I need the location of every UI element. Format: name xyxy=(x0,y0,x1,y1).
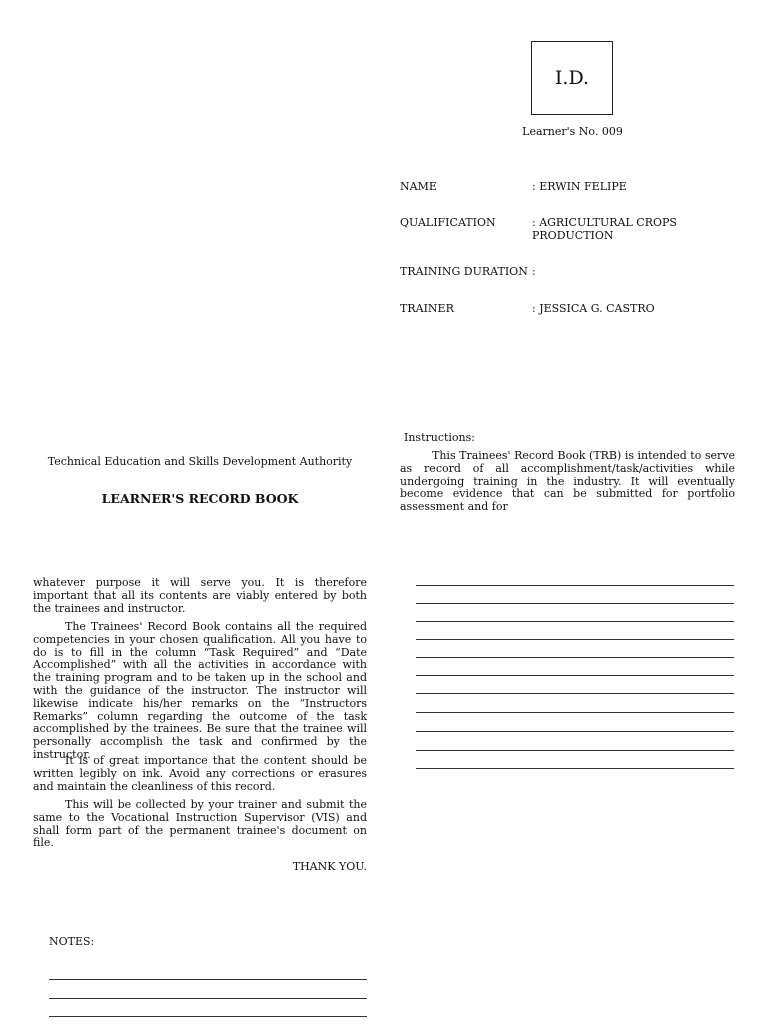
trainer-value: : JESSICA G. CASTRO xyxy=(532,302,655,315)
writing-line xyxy=(416,768,734,769)
instructions-intro: This Trainees' Record Book (TRB) is intended to serve as record of all accomplishment/task/activities while undergoing training in the industry. It will eventually become evidence that can be submitted for portfolio assessment and for xyxy=(400,449,735,514)
writing-line xyxy=(416,712,734,713)
training-duration-label: TRAINING DURATION xyxy=(400,265,528,278)
instructions-heading: Instructions: xyxy=(404,431,475,444)
notes-line xyxy=(49,979,367,980)
paragraph-2: The Trainees' Record Book contains all the required competencies in your chosen qualification. All you have to do is to fill in the column “Task Required” and “Date Accomplished” with all the activities in accordance with the training program and to be taken up in the school and with the guidance of the instructor. The instructor will likewise indicate his/her remarks on the “Instructors Remarks” column regarding the outcome of the task accomplished by the trainees. Be sure that the trainee will personally accomplish the task and confirmed by the instructor. xyxy=(33,620,367,761)
thank-you: THANK YOU. xyxy=(292,860,367,873)
paragraph-3: It is of great importance that the content should be written legibly on ink. Avoid any corrections or erasures and maintain the cleanliness of this record. xyxy=(33,754,367,793)
writing-line xyxy=(416,675,734,676)
qualification-value: : AGRICULTURAL CROPS PRODUCTION xyxy=(532,216,677,242)
name-value: : ERWIN FELIPE xyxy=(532,180,627,193)
paragraph-1: whatever purpose it will serve you. It is therefore important that all its contents are viably entered by both the trainees and instructor. xyxy=(33,576,367,615)
writing-line xyxy=(416,603,734,604)
writing-line xyxy=(416,621,734,622)
writing-line xyxy=(416,693,734,694)
notes-line xyxy=(49,998,367,999)
writing-line xyxy=(416,585,734,586)
trainer-label: TRAINER xyxy=(400,302,454,315)
id-photo-box xyxy=(531,41,613,115)
writing-line xyxy=(416,750,734,751)
id-box-label: I.D. xyxy=(554,67,590,89)
writing-line xyxy=(416,639,734,640)
training-duration-value: : xyxy=(532,265,536,278)
learner-number: Learner's No. 009 xyxy=(522,125,623,138)
qualification-label: QUALIFICATION xyxy=(400,216,496,229)
name-label: NAME xyxy=(400,180,437,193)
writing-line xyxy=(416,731,734,732)
authority-name: Technical Education and Skills Development Authority xyxy=(47,455,353,468)
paragraph-4: This will be collected by your trainer and submit the same to the Vocational Instruction Supervisor (VIS) and shall form part of the permanent trainee's document on file. xyxy=(33,798,367,850)
writing-line xyxy=(416,657,734,658)
notes-label: NOTES: xyxy=(49,935,95,948)
record-book-title: LEARNER'S RECORD BOOK xyxy=(101,491,299,506)
notes-line xyxy=(49,1016,367,1017)
